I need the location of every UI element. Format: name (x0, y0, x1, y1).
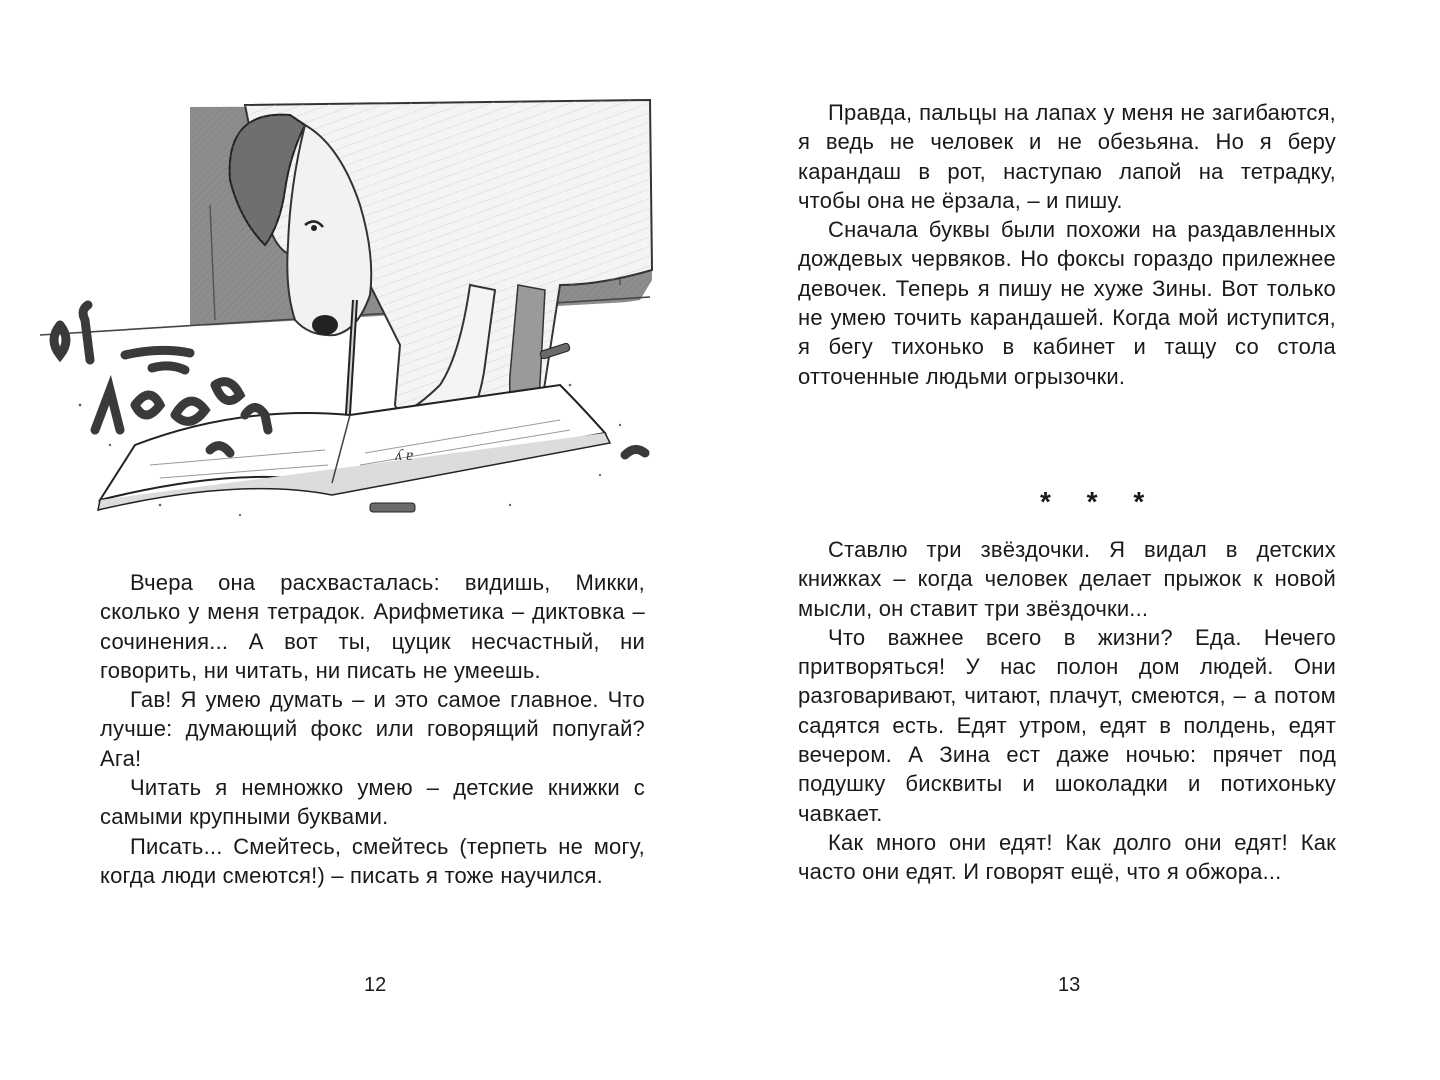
paragraph: Писать... Смейтесь, смейтесь (терпеть не могу, когда люди смеются!) – писать я тоже научился. (100, 833, 645, 888)
paragraph: Что важнее всего в жизни? Еда. Нечего притворяться! У нас полон дом людей. Они разговаривают, читают, плачут, смеются, – а потом садятся есть. Едят утром, едят в полдень, едят вечером. А Зина ест даже ночью: прячет под подушку бисквиты и шоколадки и потихоньку чавкает. (798, 624, 1336, 826)
page-number: 13 (1058, 974, 1081, 996)
left-page-text (100, 568, 645, 890)
right-page-text-bottom (798, 535, 1336, 887)
dog-writing-illustration-icon (40, 85, 665, 525)
paragraph: Вчера она расхвасталась: видишь, Микки, сколько у меня тетрадок. Арифметика – диктовка – сочинения... А вот ты, цуцик несчастный, ни говорить, ни читать, ни писать не умеешь. (100, 570, 645, 683)
paragraph: Правда, пальцы на лапах у меня не загибаются, я ведь не человек и не обезьяна. Но я беру карандаш в рот, наступаю лапой на тетрадку, чтобы она не ёрзала, – и пишу. (798, 100, 1336, 213)
paragraph: Гав! Я умею думать – и это самое главное. Что лучше: думающий фокс или говорящий попугай? Ага! (100, 687, 645, 771)
paragraph: Как много они едят! Как долго они едят! Как часто они едят. И говорят ещё, что я обжора... (798, 829, 1336, 885)
paragraph: Читать я немножко умею – детские книжки с самыми крупными буквами. (100, 775, 645, 830)
paragraph: Ставлю три звёздочки. Я видал в детских книжках – когда человек делает прыжок к новой мысли, он ставит три звёздочки... (798, 537, 1336, 621)
svg-text:ʎ ɐ: ʎ ɐ (395, 447, 414, 464)
page-number: 12 (364, 974, 387, 996)
section-separator: * * * (1040, 486, 1159, 517)
right-page-text-top (798, 98, 1336, 391)
paragraph: Сначала буквы были похожи на раздавленных дождевых червяков. Но фоксы гораздо прилежнее девочек. Теперь я пишу не хуже Зины. Вот только не умею точить карандашей. Когда мой иступится, я бегу тихонько в кабинет и тащу со стола отточенные людьми огрызочки. (798, 217, 1336, 389)
right-page (720, 0, 1440, 1080)
